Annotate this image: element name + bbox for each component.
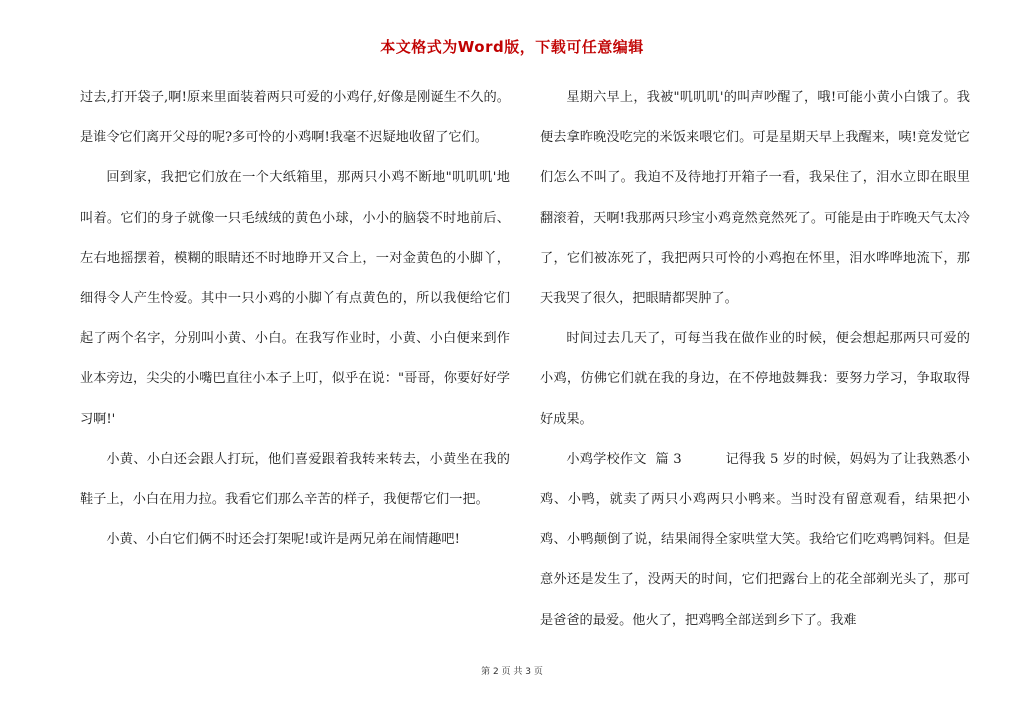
paragraph: 回到家，我把它们放在一个大纸箱里，那两只小鸡不断地"叽叽叽'地叫着。它们的身子就像一只毛绒绒的黄色小球，小小的脑袋不时地前后、左右地摇摆着，模糊的眼睛还不时地睁开又合上，一对金黄色的小脚丫，细得令人产生怜爱。其中一只小鸡的小脚丫有点黄色的，所以我便给它们起了两个名字，分别叫小黄、小白。在我写作业时，小黄、小白便来到作业本旁边，尖尖的小嘴巴直往小本子上叮，似乎在说："哥哥，你要好好学习啊!': [80, 170, 510, 427]
paragraph: 星期六早上，我被"叽叽叽'的叫声吵醒了，哦!可能小黄小白饿了。我便去拿昨晚没吃完的米饭来喂它们。可是星期天早上我醒来，咦!竟发觉它们怎么不叫了。我迫不及待地打开箱子一看，我呆住了，泪水立即在眼里翻滚着，天啊!我那两只珍宝小鸡竟然竟然死了。可能是由于昨晚天气太冷了，它们被冻死了，我把两只可怜的小鸡抱在怀里，泪水哗哗地流下，那天我哭了很久，把眼睛都哭肿了。: [540, 90, 970, 307]
paragraph: 过去,打开袋子,啊!原来里面装着两只可爱的小鸡仔,好像是刚诞生不久的。是谁令它们离开父母的呢?多可怜的小鸡啊!我毫不迟疑地收留了它们。: [80, 90, 510, 146]
paragraph: 小鸡学校作文 篇 3 记得我 5 岁的时候，妈妈为了让我熟悉小鸡、小鸭，就卖了两只小鸡两只小鸭来。当时没有留意观看，结果把小鸡、小鸭颠倒了说，结果闹得全家哄堂大笑。我给它们吃鸡鸭饲料。但是意外还是发生了，没两天的时间，它们把露台上的花全部剃光头了，那可是爸爸的最爱。他火了，把鸡鸭全部送到乡下了。我难: [540, 451, 970, 628]
paragraph: 小黄、小白它们俩不时还会打架呢!或许是两兄弟在闹情趣吧!: [106, 532, 460, 548]
page-number-footer: 第 2 页 共 3 页: [481, 667, 543, 677]
right-text-column: [540, 78, 970, 641]
paragraph: 时间过去几天了，可每当我在做作业的时候，便会想起那两只可爱的小鸡，仿佛它们就在我的身边，在不停地鼓舞我：要努力学习，争取取得好成果。: [540, 331, 970, 427]
paragraph: 小黄、小白还会跟人打玩，他们喜爱跟着我转来转去，小黄坐在我的鞋子上，小白在用力拉。我看它们那么辛苦的样子，我便帮它们一把。: [80, 451, 510, 508]
document-header-title: 本文格式为Word版，下载可任意编辑: [380, 38, 644, 56]
left-text-column: [80, 78, 510, 560]
